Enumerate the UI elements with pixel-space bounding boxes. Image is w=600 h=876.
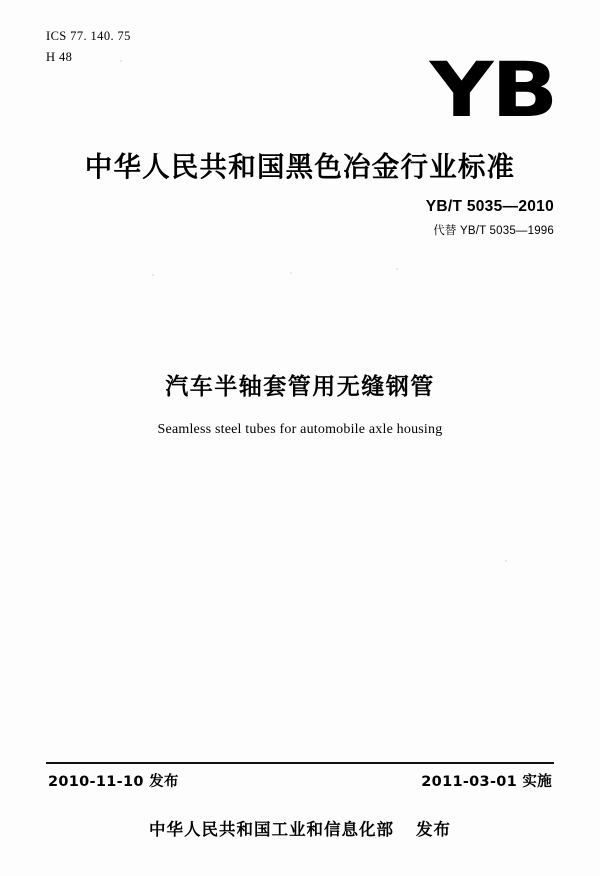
publisher-name: 中华人民共和国工业和信息化部 <box>149 820 394 839</box>
publisher-line <box>0 816 600 840</box>
effective-date: 2011-03-01 实施 <box>421 774 552 790</box>
publish-verb: 发布 <box>416 820 451 839</box>
scan-speckle <box>505 560 507 562</box>
standard-replaces: 代替 YB/T 5035—1996 <box>433 225 554 237</box>
scan-speckle <box>152 274 154 276</box>
ics-block <box>46 26 131 67</box>
ics-code: ICS 77. 140. 75 <box>46 29 131 43</box>
issue-date: 2010-11-10 发布 <box>48 774 179 790</box>
issuing-organization-title: 中华人民共和国黑色冶金行业标准 <box>84 151 516 183</box>
scan-speckle <box>396 268 398 270</box>
document-title-chinese: 汽车半轴套管用无缝钢管 <box>165 374 435 400</box>
standard-number: YB/T 5035—2010 <box>425 198 554 215</box>
footer-divider <box>46 762 554 764</box>
classification-code: H 48 <box>46 49 73 64</box>
yb-logo: YB <box>429 45 556 134</box>
document-title-english: Seamless steel tubes for automobile axle housing <box>157 422 443 437</box>
scan-speckle <box>290 272 292 274</box>
